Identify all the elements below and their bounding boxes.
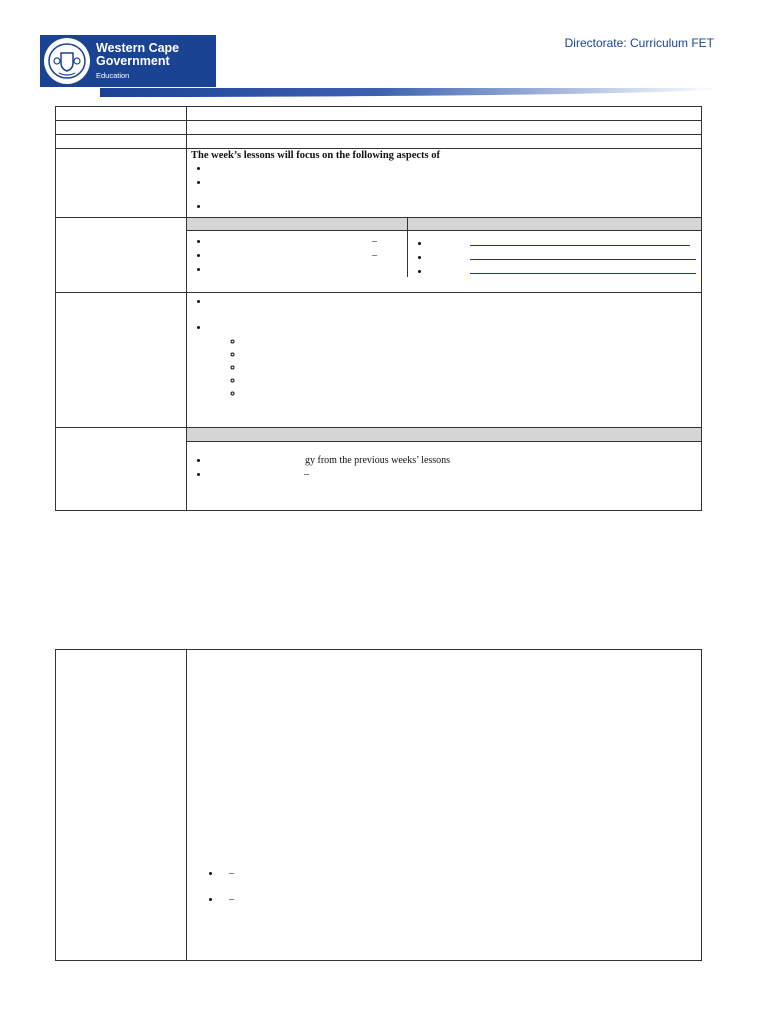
resources-subtable [187,218,701,277]
list-item [209,162,701,176]
list-item: • – [209,249,407,263]
resources-left-column [187,218,408,277]
list-item [430,263,701,277]
table-row [56,218,702,293]
label-cell [56,428,187,511]
list-item [209,295,701,309]
aspects-intro: The week’s lessons will focus on the following aspects of [191,150,440,161]
list-item [430,249,701,263]
resource-link[interactable] [470,235,690,246]
label-cell [56,218,187,293]
resources-cell [187,218,702,293]
logo-text [96,42,179,80]
previous-lessons-cell [187,428,702,511]
resources-links-list [408,231,701,277]
table-row [56,650,702,961]
list-item [209,176,701,190]
list-item: • – [209,235,407,249]
list-item [209,200,701,214]
content-list [187,650,701,910]
label-cell [56,135,187,149]
coat-of-arms-icon [44,38,90,84]
list-item [243,348,701,361]
list-item [209,321,701,335]
table-row [56,293,702,428]
value-cell [187,135,702,149]
list-item: • – [221,864,701,890]
content-cell [187,650,702,961]
resources-left-list [187,231,407,277]
aspects-cell [187,149,702,218]
label-cell [56,293,187,428]
lesson-plan-table-2 [55,649,702,961]
value-cell [187,121,702,135]
logo-line-2: Government [96,54,170,69]
table-row [56,149,702,218]
lesson-plan-table [55,106,702,511]
list-item [243,335,701,348]
list-item: • – [209,468,701,482]
label-cell [56,121,187,135]
list-item [243,387,701,400]
activities-sublist [187,335,701,400]
list-item [430,235,701,249]
table-row [56,135,702,149]
label-cell [56,650,187,961]
logo-line-3: Education [96,71,130,81]
resource-link[interactable] [470,263,696,274]
list-item [209,454,701,468]
aspects-list [187,162,701,214]
table-row [56,121,702,135]
list-item: • – [221,890,701,910]
resource-link[interactable] [470,249,696,260]
value-cell [187,107,702,121]
column-header-bar [187,218,407,231]
section-header-bar [187,428,701,442]
table-row [56,428,702,511]
list-item [209,263,407,277]
list-item [243,374,701,387]
previous-lessons-list [187,442,701,482]
label-cell [56,107,187,121]
header-swoosh [100,88,720,97]
list-item [243,361,701,374]
resources-right-column [408,218,702,277]
wcg-logo [40,35,216,87]
label-cell [56,149,187,218]
directorate-title: Directorate: Curriculum FET [564,36,714,50]
table-row [56,107,702,121]
activities-list [187,293,701,335]
previous-lessons-text: gy from the previous weeks’ lessons [305,455,451,466]
logo-line-1: Western Cape [96,40,180,55]
column-header-bar [408,218,701,231]
activities-cell [187,293,702,428]
